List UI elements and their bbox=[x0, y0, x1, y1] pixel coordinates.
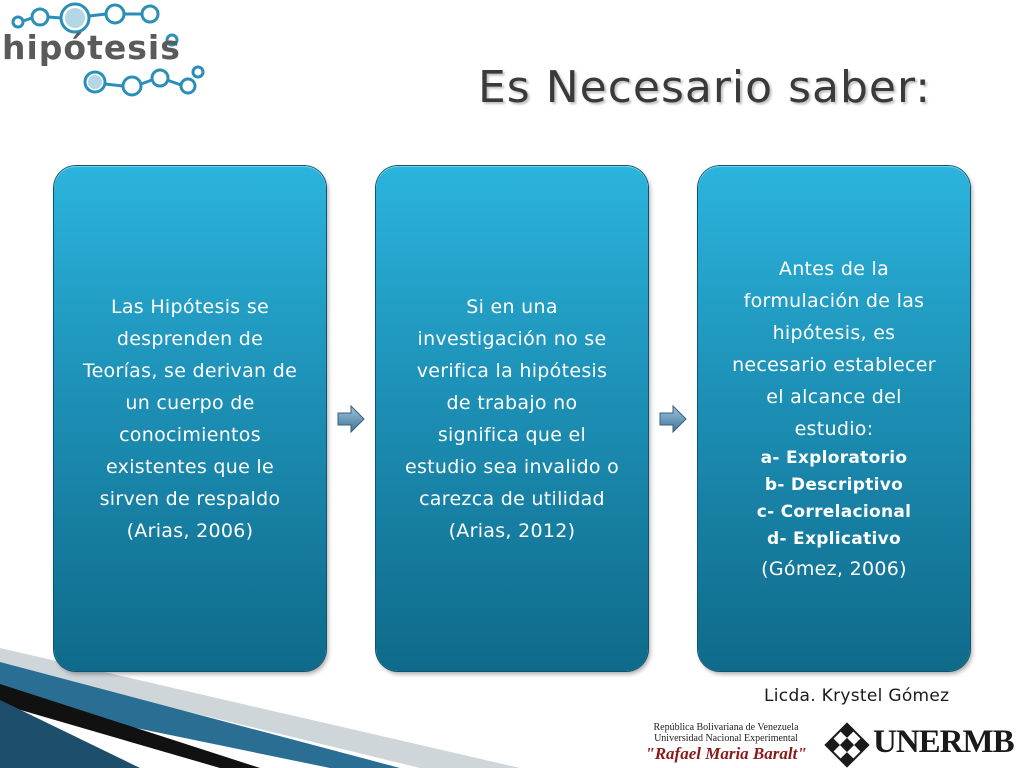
scope-item: c- Correlacional bbox=[756, 501, 912, 522]
box-line: conocimientos bbox=[119, 423, 261, 446]
info-box-scope bbox=[698, 166, 970, 671]
box-line: significa que el bbox=[437, 423, 587, 446]
university-name: UNERMB bbox=[873, 724, 1014, 760]
scope-item: a- Exploratorio bbox=[760, 447, 908, 468]
box-line: de trabajo no bbox=[446, 391, 578, 414]
hipotesis-logo bbox=[0, 0, 215, 105]
box-line: hipótesis, es bbox=[772, 321, 896, 344]
box-line: verifica la hipótesis bbox=[416, 359, 608, 382]
footer-line-university: Universidad Nacional Experimental bbox=[654, 733, 798, 744]
box-line: Teorías, se derivan de bbox=[82, 359, 298, 382]
box-line: sirven de respaldo bbox=[99, 487, 281, 510]
box-line: desprenden de bbox=[116, 327, 264, 350]
box-line: formulación de las bbox=[743, 289, 925, 312]
author-name: Licda. Krystel Gómez bbox=[764, 686, 950, 706]
box-line: Si en una bbox=[466, 295, 558, 318]
scope-item: d- Explicativo bbox=[766, 528, 901, 549]
box-line: Antes de la bbox=[778, 257, 890, 280]
box-citation: (Arias, 2012) bbox=[448, 519, 576, 542]
arrow-right-icon bbox=[659, 404, 687, 434]
box-line: el alcance del bbox=[766, 385, 902, 408]
arrow-right-icon bbox=[337, 404, 365, 434]
logo-text: hipótesis bbox=[2, 28, 181, 67]
university-caption bbox=[634, 722, 818, 764]
university-emblem-icon bbox=[823, 722, 871, 768]
box-line: un cuerpo de bbox=[125, 391, 255, 414]
box-line: investigación no se bbox=[417, 327, 607, 350]
footer-line-name: "Rafael Maria Baralt" bbox=[645, 744, 807, 763]
box-line: estudio: bbox=[794, 417, 874, 440]
box-citation: (Gómez, 2006) bbox=[761, 557, 907, 580]
box-line: necesario establecer bbox=[732, 353, 936, 376]
scope-item: b- Descriptivo bbox=[764, 474, 904, 495]
info-box-theories bbox=[54, 166, 326, 671]
footer-line-country: República Bolivariana de Venezuela bbox=[653, 722, 799, 733]
box-citation: (Arias, 2006) bbox=[126, 519, 254, 542]
box-line: carezca de utilidad bbox=[419, 487, 605, 510]
box-line: estudio sea invalido o bbox=[404, 455, 620, 478]
info-box-verification bbox=[376, 166, 648, 671]
box-line: existentes que le bbox=[106, 455, 274, 478]
slide-title: Es Necesario saber: bbox=[478, 62, 932, 113]
box-line: Las Hipótesis se bbox=[110, 295, 270, 318]
